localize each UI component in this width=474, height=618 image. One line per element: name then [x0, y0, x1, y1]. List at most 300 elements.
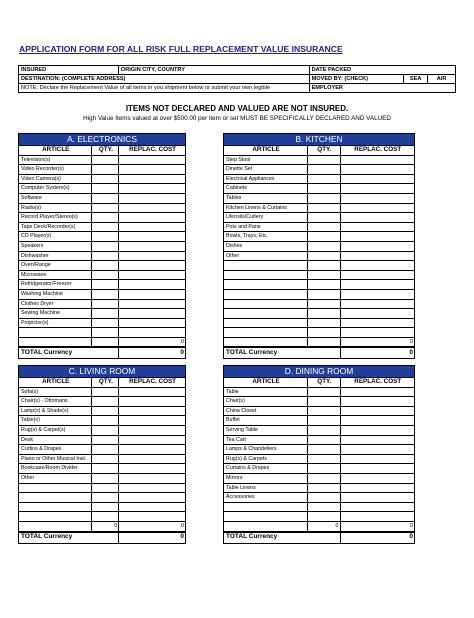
article-cell[interactable]: Curtains & Drapes [224, 464, 308, 474]
qty-sum-cell [92, 337, 119, 347]
article-cell[interactable] [224, 502, 308, 512]
item-row [19, 232, 186, 242]
cost-cell[interactable] [340, 464, 415, 474]
section-living-room [18, 365, 186, 544]
qty-cell[interactable] [92, 454, 119, 464]
cost-cell[interactable] [119, 261, 186, 271]
cost-cell[interactable] [340, 387, 415, 397]
qty-cell[interactable] [308, 193, 340, 203]
cost-cell[interactable] [340, 213, 415, 223]
article-cell[interactable]: CD Player(s) [19, 232, 92, 242]
total-row [19, 347, 186, 359]
cost-cell[interactable] [340, 454, 415, 464]
article-cell[interactable]: Bookcase/Room Divider [19, 464, 92, 474]
header-info-table [18, 65, 456, 93]
cost-cell[interactable] [119, 473, 186, 483]
item-row [224, 184, 415, 194]
qty-cell[interactable] [92, 445, 119, 455]
cost-cell[interactable] [119, 213, 186, 223]
item-row [224, 251, 415, 261]
cost-cell[interactable] [119, 387, 186, 397]
article-cell[interactable] [224, 299, 308, 309]
qty-cell[interactable] [308, 184, 340, 194]
article-cell[interactable]: Washing Machine [19, 289, 92, 299]
cost-cell[interactable] [119, 174, 186, 184]
article-cell[interactable]: Speakers [19, 241, 92, 251]
qty-cell[interactable] [92, 280, 119, 290]
article-cell[interactable]: Dinette Set [224, 165, 308, 175]
total-row [224, 532, 415, 544]
item-row [224, 289, 415, 299]
article-cell[interactable]: Chair(s) [224, 397, 308, 407]
cost-cell[interactable] [340, 309, 415, 319]
sum-blank [19, 337, 92, 347]
qty-cell[interactable] [308, 232, 340, 242]
employer-field[interactable]: EMPLOYER [309, 84, 455, 93]
cost-cell[interactable] [340, 473, 415, 483]
qty-cell[interactable] [308, 397, 340, 407]
qty-cell[interactable] [92, 232, 119, 242]
sum-row [19, 337, 186, 347]
article-cell[interactable]: Tape Deck/Recorder(s) [19, 222, 92, 232]
item-row [224, 309, 415, 319]
article-cell[interactable]: Video Recorder(s) [19, 165, 92, 175]
qty-cell[interactable] [308, 406, 340, 416]
item-row [224, 387, 415, 397]
item-row [19, 222, 186, 232]
qty-cell[interactable] [308, 387, 340, 397]
cost-cell[interactable] [340, 155, 415, 165]
item-row [19, 493, 186, 503]
article-cell[interactable] [224, 280, 308, 290]
cost-sum-cell: 0 [119, 337, 186, 347]
article-cell[interactable]: Refridgerator/Freezer [19, 280, 92, 290]
article-cell[interactable]: Rug(s) & Carpet(s) [19, 425, 92, 435]
qty-cell[interactable] [308, 425, 340, 435]
cost-cell[interactable] [119, 502, 186, 512]
qty-cell[interactable] [92, 464, 119, 474]
cost-cell[interactable] [340, 445, 415, 455]
article-cell[interactable]: Table [224, 387, 308, 397]
article-cell[interactable]: Dishes [224, 241, 308, 251]
cost-cell[interactable] [119, 203, 186, 213]
cost-cell[interactable] [119, 512, 186, 522]
cost-header: REPLAC. COST [119, 146, 186, 156]
qty-cell[interactable] [92, 483, 119, 493]
qty-cell[interactable] [308, 328, 340, 338]
item-row [19, 270, 186, 280]
item-row [224, 406, 415, 416]
article-header: ARTICLE [224, 146, 308, 156]
article-cell[interactable] [19, 493, 92, 503]
qty-cell[interactable] [308, 270, 340, 280]
cost-sum-cell: 0 [340, 521, 415, 531]
article-cell[interactable]: Sewing Machine [19, 309, 92, 319]
qty-cell[interactable] [92, 174, 119, 184]
item-row [19, 241, 186, 251]
qty-cell[interactable] [308, 213, 340, 223]
section-dining-room [223, 365, 415, 544]
qty-cell[interactable] [308, 222, 340, 232]
qty-cell[interactable] [308, 473, 340, 483]
cost-cell[interactable] [119, 165, 186, 175]
cost-cell[interactable] [119, 280, 186, 290]
total-row [19, 532, 186, 544]
article-cell[interactable]: Desk [19, 435, 92, 445]
qty-cell[interactable] [308, 493, 340, 503]
article-cell[interactable]: Kitchen Linens & Curtains [224, 203, 308, 213]
cost-cell[interactable] [119, 309, 186, 319]
item-row [224, 512, 415, 522]
item-row [224, 416, 415, 426]
cost-sum-cell: 0 [340, 337, 415, 347]
article-cell[interactable]: Cabinets [224, 184, 308, 194]
cost-cell[interactable] [119, 464, 186, 474]
qty-cell[interactable] [308, 309, 340, 319]
sum-row [224, 337, 415, 347]
item-row [224, 165, 415, 175]
cost-cell[interactable] [340, 241, 415, 251]
item-row [224, 232, 415, 242]
cost-cell[interactable] [340, 318, 415, 328]
section-title: D. DINING ROOM [223, 365, 415, 377]
cost-cell[interactable] [340, 232, 415, 242]
destination-field[interactable]: DESTINATION: (COMPLETE ADDRESS) [19, 75, 310, 84]
cost-cell[interactable] [119, 222, 186, 232]
cost-cell[interactable] [119, 318, 186, 328]
section-table [223, 145, 415, 359]
cost-cell[interactable] [119, 270, 186, 280]
qty-cell[interactable] [308, 289, 340, 299]
cost-cell[interactable] [340, 299, 415, 309]
article-cell[interactable]: Piano or Other Musical Inst. [19, 454, 92, 464]
cost-cell[interactable] [119, 289, 186, 299]
article-cell[interactable]: Pots and Pans [224, 222, 308, 232]
item-row [224, 454, 415, 464]
article-cell[interactable]: Table(s) [19, 416, 92, 426]
article-cell[interactable]: Oven/Range [19, 261, 92, 271]
qty-sum-cell [308, 337, 340, 347]
sum-row [19, 521, 186, 531]
item-row [224, 203, 415, 213]
item-row [224, 445, 415, 455]
qty-cell[interactable] [308, 445, 340, 455]
item-row [19, 502, 186, 512]
cost-cell[interactable] [340, 512, 415, 522]
qty-cell[interactable] [308, 174, 340, 184]
item-row [224, 483, 415, 493]
item-row [19, 261, 186, 271]
cost-cell[interactable] [119, 416, 186, 426]
qty-cell[interactable] [92, 155, 119, 165]
article-cell[interactable]: Curtins & Drapes [19, 445, 92, 455]
item-row [224, 241, 415, 251]
cost-cell[interactable] [119, 425, 186, 435]
cost-cell[interactable] [340, 270, 415, 280]
cost-cell[interactable] [119, 251, 186, 261]
cost-cell[interactable] [340, 425, 415, 435]
article-cell[interactable] [224, 512, 308, 522]
article-cell[interactable] [224, 318, 308, 328]
cost-cell[interactable] [119, 483, 186, 493]
qty-cell[interactable] [308, 261, 340, 271]
date-packed-field[interactable]: DATE PACKED [309, 66, 455, 75]
qty-cell[interactable] [92, 193, 119, 203]
article-cell[interactable]: Microwave [19, 270, 92, 280]
qty-cell[interactable] [308, 241, 340, 251]
qty-header: QTY. [308, 146, 340, 156]
article-cell[interactable] [224, 309, 308, 319]
article-cell[interactable] [224, 289, 308, 299]
qty-cell[interactable] [308, 318, 340, 328]
qty-cell[interactable] [92, 309, 119, 319]
cost-cell[interactable] [340, 251, 415, 261]
item-row [224, 502, 415, 512]
item-row [224, 261, 415, 271]
qty-cell[interactable] [92, 406, 119, 416]
article-cell[interactable]: Dishwasher [19, 251, 92, 261]
high-value-notice: High Value Items valued at over $500.00 per item or set MUST BE SPECIFICALLY DECLARED AND VALUED [83, 115, 391, 122]
cost-cell[interactable] [119, 493, 186, 503]
article-cell[interactable] [19, 502, 92, 512]
cost-cell[interactable] [340, 165, 415, 175]
air-checkbox[interactable]: AIR [428, 75, 456, 84]
article-cell[interactable]: Table Linens [224, 483, 308, 493]
article-cell[interactable]: Bowls, Trays, Etc. [224, 232, 308, 242]
item-row [19, 445, 186, 455]
qty-cell[interactable] [92, 213, 119, 223]
item-row [224, 222, 415, 232]
qty-cell[interactable] [308, 299, 340, 309]
qty-cell[interactable] [92, 270, 119, 280]
qty-cell[interactable] [308, 512, 340, 522]
cost-sum-cell: 0 [119, 521, 186, 531]
article-cell[interactable] [224, 261, 308, 271]
qty-cell[interactable] [92, 261, 119, 271]
qty-cell[interactable] [92, 222, 119, 232]
article-cell[interactable]: Television(s) [19, 155, 92, 165]
item-row [19, 155, 186, 165]
cost-cell[interactable] [340, 435, 415, 445]
cost-cell[interactable] [340, 222, 415, 232]
cost-cell[interactable] [340, 261, 415, 271]
item-row [19, 328, 186, 338]
qty-cell[interactable] [92, 416, 119, 426]
qty-cell[interactable] [92, 473, 119, 483]
qty-cell[interactable] [308, 502, 340, 512]
article-cell[interactable]: Clothes Dryer [19, 299, 92, 309]
article-cell[interactable]: Electrical Appliances [224, 174, 308, 184]
qty-cell[interactable] [92, 165, 119, 175]
cost-cell[interactable] [119, 155, 186, 165]
article-cell[interactable] [224, 328, 308, 338]
total-value: 0 [340, 347, 415, 359]
article-cell[interactable]: Computer System(s) [19, 184, 92, 194]
cost-cell[interactable] [340, 184, 415, 194]
qty-cell[interactable] [92, 241, 119, 251]
qty-cell[interactable] [308, 464, 340, 474]
cost-cell[interactable] [119, 454, 186, 464]
qty-header: QTY. [308, 378, 340, 388]
article-cell[interactable]: Record Player/Stereo(s) [19, 213, 92, 223]
total-label: TOTAL Currency [19, 532, 119, 544]
article-cell[interactable]: Accessories [224, 493, 308, 503]
qty-cell[interactable] [92, 318, 119, 328]
cost-cell[interactable] [340, 416, 415, 426]
total-value: 0 [340, 532, 415, 544]
item-row [19, 406, 186, 416]
cost-cell[interactable] [119, 193, 186, 203]
column-header-row [224, 146, 415, 156]
qty-cell[interactable] [92, 387, 119, 397]
article-cell[interactable]: Radio(s) [19, 203, 92, 213]
article-cell[interactable]: Other [19, 473, 92, 483]
qty-cell[interactable] [308, 203, 340, 213]
qty-cell[interactable] [308, 155, 340, 165]
cost-cell[interactable] [340, 483, 415, 493]
section-title: A. ELECTRONICS [18, 133, 186, 145]
article-cell[interactable]: Video Camera(s) [19, 174, 92, 184]
sum-blank [224, 521, 308, 531]
article-cell[interactable]: China Closet [224, 406, 308, 416]
cost-cell[interactable] [119, 299, 186, 309]
moved-by-label: MOVED BY: (CHECK) [309, 75, 404, 84]
cost-cell[interactable] [119, 328, 186, 338]
qty-cell[interactable] [92, 203, 119, 213]
form-title: APPLICATION FORM FOR ALL RISK FULL REPLACEMENT VALUE INSURANCE [19, 44, 343, 54]
qty-cell[interactable] [308, 435, 340, 445]
column-header-row [19, 378, 186, 388]
item-row [224, 318, 415, 328]
qty-cell[interactable] [92, 502, 119, 512]
section-table [18, 377, 186, 544]
qty-cell[interactable] [308, 483, 340, 493]
article-cell[interactable]: Software [19, 193, 92, 203]
qty-cell[interactable] [92, 493, 119, 503]
qty-header: QTY. [92, 146, 119, 156]
cost-cell[interactable] [119, 232, 186, 242]
sea-checkbox[interactable]: SEA [404, 75, 428, 84]
section-title: B. KITCHEN [223, 133, 415, 145]
article-cell[interactable]: Projector(s) [19, 318, 92, 328]
qty-cell[interactable] [92, 425, 119, 435]
cost-cell[interactable] [119, 184, 186, 194]
item-row [19, 425, 186, 435]
cost-cell[interactable] [119, 435, 186, 445]
item-row [19, 193, 186, 203]
insured-field[interactable]: INSURED [19, 66, 119, 75]
article-cell[interactable] [19, 328, 92, 338]
column-header-row [224, 378, 415, 388]
section-table [223, 377, 415, 544]
item-row [224, 435, 415, 445]
article-cell[interactable]: Lamp(s) & Shade(s) [19, 406, 92, 416]
cost-cell[interactable] [340, 328, 415, 338]
item-row [224, 193, 415, 203]
sum-row [224, 521, 415, 531]
cost-header: REPLAC. COST [340, 378, 415, 388]
cost-cell[interactable] [340, 174, 415, 184]
total-value: 0 [119, 347, 186, 359]
article-cell[interactable]: Sofa(s) [19, 387, 92, 397]
cost-header: REPLAC. COST [340, 146, 415, 156]
item-row [19, 309, 186, 319]
article-cell[interactable]: Tea Cart [224, 435, 308, 445]
article-cell[interactable]: Tables [224, 193, 308, 203]
qty-cell[interactable] [92, 184, 119, 194]
cost-cell[interactable] [340, 203, 415, 213]
cost-cell[interactable] [340, 502, 415, 512]
article-cell[interactable]: Rug(s) & Carpets [224, 454, 308, 464]
cost-cell[interactable] [119, 406, 186, 416]
article-cell[interactable]: Buffet [224, 416, 308, 426]
qty-cell[interactable] [92, 299, 119, 309]
article-cell[interactable]: Mirrors [224, 473, 308, 483]
article-header: ARTICLE [19, 378, 92, 388]
item-row [19, 174, 186, 184]
item-row [224, 464, 415, 474]
qty-cell[interactable] [92, 251, 119, 261]
qty-cell[interactable] [308, 280, 340, 290]
item-row [19, 473, 186, 483]
qty-cell[interactable] [308, 165, 340, 175]
cost-cell[interactable] [340, 406, 415, 416]
cost-cell[interactable] [340, 193, 415, 203]
qty-cell[interactable] [308, 454, 340, 464]
item-row [19, 289, 186, 299]
qty-cell[interactable] [92, 512, 119, 522]
total-row [224, 347, 415, 359]
item-row [19, 454, 186, 464]
cost-cell[interactable] [119, 241, 186, 251]
article-cell[interactable] [19, 483, 92, 493]
item-row [19, 397, 186, 407]
section-electronics [18, 133, 186, 359]
cost-cell[interactable] [119, 397, 186, 407]
total-label: TOTAL Currency [224, 532, 341, 544]
note-text: NOTE: Declare the Replacement Value of all items in you shipment below or submit your own legible [19, 84, 310, 93]
cost-cell[interactable] [340, 397, 415, 407]
article-cell[interactable]: Serving Table [224, 425, 308, 435]
section-table [18, 145, 186, 359]
cost-cell[interactable] [119, 445, 186, 455]
item-row [19, 280, 186, 290]
qty-cell[interactable] [92, 397, 119, 407]
cost-header: REPLAC. COST [119, 378, 186, 388]
article-cell[interactable]: Step Stool [224, 155, 308, 165]
cost-cell[interactable] [340, 493, 415, 503]
qty-cell[interactable] [308, 416, 340, 426]
article-cell[interactable]: Chair(s) - Ottomans [19, 397, 92, 407]
qty-cell[interactable] [92, 435, 119, 445]
qty-cell[interactable] [92, 289, 119, 299]
sum-blank [224, 337, 308, 347]
origin-field[interactable]: ORIGIN CITY, COUNTRY [118, 66, 309, 75]
qty-sum-cell: 0 [308, 521, 340, 531]
article-cell[interactable] [19, 512, 92, 522]
qty-cell[interactable] [308, 251, 340, 261]
section-kitchen [223, 133, 415, 359]
article-cell[interactable] [224, 270, 308, 280]
article-cell[interactable]: Lamps & Chandeliers [224, 445, 308, 455]
article-cell[interactable]: Other [224, 251, 308, 261]
cost-cell[interactable] [340, 280, 415, 290]
cost-cell[interactable] [340, 289, 415, 299]
total-label: TOTAL Currency [224, 347, 341, 359]
article-cell[interactable]: Utensils/Cutlery [224, 213, 308, 223]
qty-cell[interactable] [92, 328, 119, 338]
item-row [19, 512, 186, 522]
